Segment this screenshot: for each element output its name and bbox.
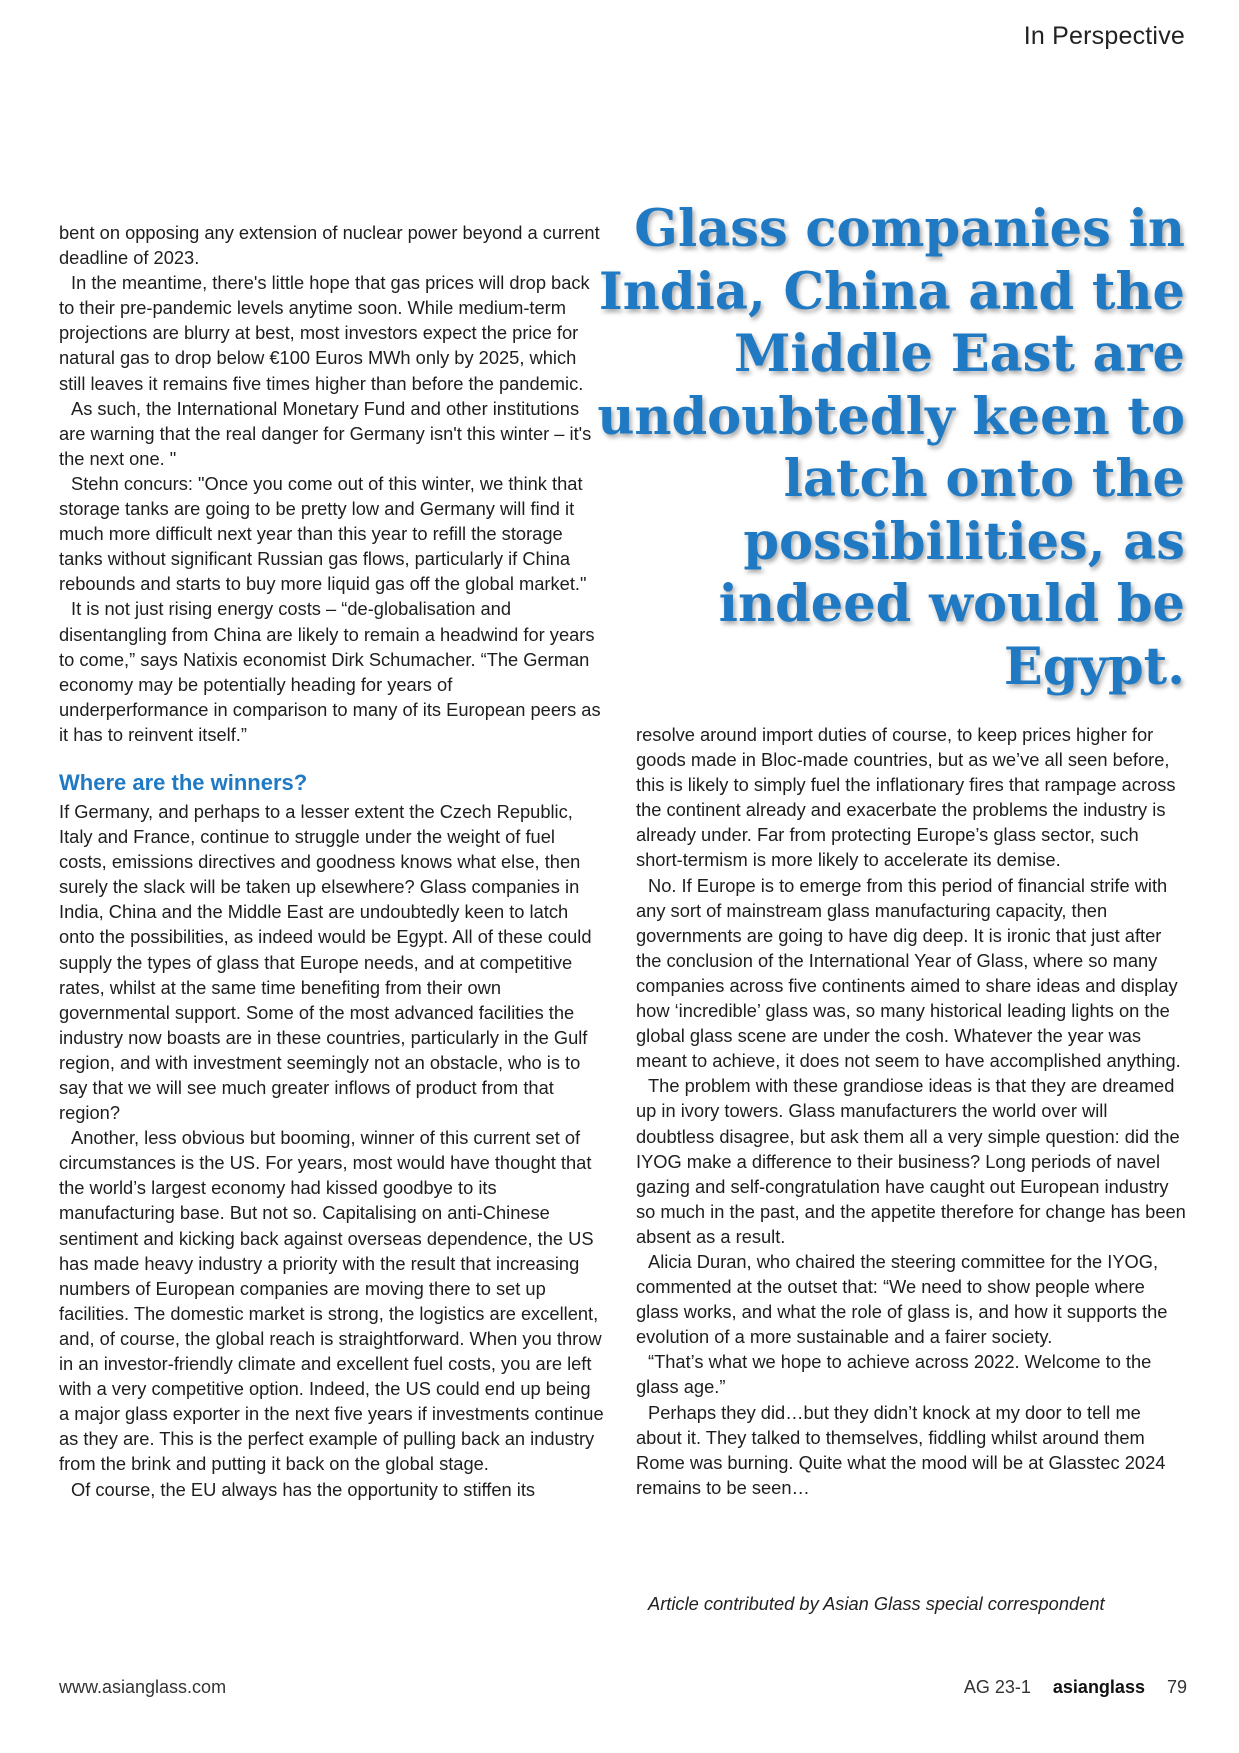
- paragraph: The problem with these grandiose ideas is that they are dreamed up in ivory towers. Glass manufacturers the world over will doubtless disagree, but ask them all a very simple question: did the IYOG make a difference to their business? Long periods of navel gazing and self-congratulation have caught out European industry so much in the past, and the appetite therefore for change has been absent as a result.: [636, 1075, 1186, 1247]
- paragraph: No. If Europe is to emerge from this period of financial strife with any sort of mainstream glass manufacturing capacity, then governments are going to have dig deep. It is ironic that just after the conclusion of the International Year of Glass, where so many companies across five continents aimed to share ideas and display how ‘incredible’ glass was, so many historical leading lights on the global glass scene are under the cosh. Whatever the year was meant to achieve, it does not seem to have accomplished anything.: [636, 874, 1181, 1072]
- paragraph: As such, the International Monetary Fund and other institutions are warning that the real danger for Germany isn't this winter – it's the next one. ": [59, 397, 592, 469]
- paragraph: It is not just rising energy costs – “de-globalisation and disentangling from China are likely to remain a headwind for years to come,” says Natixis economist Dirk Schumacher. “The German economy may be potentially heading for years of underperformance in comparison to many of its European peers as it has to reinvent itself.”: [59, 598, 601, 745]
- paragraph: Stehn concurs: "Once you come out of this winter, we think that storage tanks are going to be pretty low and Germany will find it much more difficult next year than this year to refill the storage tanks without significant Russian gas flows, particularly if China rebounds and starts to buy more liquid gas off the global market.": [59, 472, 587, 595]
- paragraph: Another, less obvious but booming, winner of this current set of circumstances is the US. For years, most would have thought that the world’s largest economy had kissed goodbye to its manufacturing base. But not so. Capitalising on anti-Chinese sentiment and kicking back against overseas dependence, the US has made heavy industry a priority with the result that increasing numbers of European companies are moving there to set up facilities. The domestic market is strong, the logistics are excellent, and, of course, the global reach is straightforward. When you throw in an investor-friendly climate and excellent fuel costs, you are left with a very competitive option. Indeed, the US could end up being a major glass exporter in the next five years if investments continue as they are. This is the perfect example of pulling back an industry from the brink and putting it back on the global stage.: [59, 1127, 604, 1475]
- paragraph: bent on opposing any extension of nuclear power beyond a current deadline of 2023.: [59, 222, 600, 269]
- left-column: [59, 220, 605, 1502]
- subheading: Where are the winners?: [59, 769, 308, 795]
- paragraph: “That’s what we hope to achieve across 2022. Welcome to the glass age.”: [636, 1351, 1152, 1398]
- paragraph: Perhaps they did…but they didn’t knock at my door to tell me about it. They talked to themselves, fiddling whilst around them Rome was burning. Quite what the mood will be at Glasstec 2024 remains to be seen…: [636, 1401, 1166, 1498]
- section-label: In Perspective: [1023, 22, 1185, 50]
- paragraph: resolve around import duties of course, to keep prices higher for goods made in Bloc-made countries, but as we’ve all seen before, this is likely to simply fuel the inflationary fires that rampage across the continent already and exacerbate the problems the industry is already under. Far from protecting Europe’s glass sector, such short-termism is more likely to accelerate its demise.: [636, 724, 1176, 871]
- article-credit: Article contributed by Asian Glass special correspondent: [648, 1593, 1105, 1614]
- footer-info: [964, 1677, 1187, 1698]
- issue-number: AG 23-1: [963, 1677, 1031, 1697]
- paragraph: If Germany, and perhaps to a lesser extent the Czech Republic, Italy and France, continue to struggle under the weight of fuel costs, emissions directives and goodness knows what else, then surely the slack will be taken up elsewhere? Glass companies in India, China and the Middle East are undoubtedly keen to latch onto the possibilities, as indeed would be Egypt. All of these could supply the types of glass that Europe needs, and at competitive rates, whilst at the same time benefiting from their own governmental support. Some of the most advanced facilities the industry now boasts are in these countries, particularly in the Gulf region, and with investment seemingly not an obstacle, who is to say that we will see much greater inflows of product from that region?: [59, 800, 592, 1124]
- footer-website[interactable]: www.asianglass.com: [59, 1677, 227, 1697]
- paragraph: In the meantime, there's little hope that gas prices will drop back to their pre-pandemic levels anytime soon. While medium-term projections are blurry at best, most investors expect the price for natural gas to drop below €100 Euros MWh only by 2025, which still leaves it remains five times higher than before the pandemic.: [59, 272, 590, 394]
- right-column: [636, 722, 1189, 1500]
- pull-quote: Glass companies in India, China and the Middle East are undoubtedly keen to latch onto the possibilities, as indeed would be Egypt.: [597, 199, 1185, 697]
- paragraph: Of course, the EU always has the opportunity to stiffen its: [71, 1478, 536, 1500]
- magazine-brand: asianglass: [1052, 1677, 1145, 1697]
- page-number: 79: [1166, 1677, 1187, 1697]
- paragraph: Alicia Duran, who chaired the steering committee for the IYOG, commented at the outset that: “We need to show people where glass works, and what the role of glass is, and how it supports the evolution of a more sustainable and a fairer society.: [636, 1250, 1168, 1348]
